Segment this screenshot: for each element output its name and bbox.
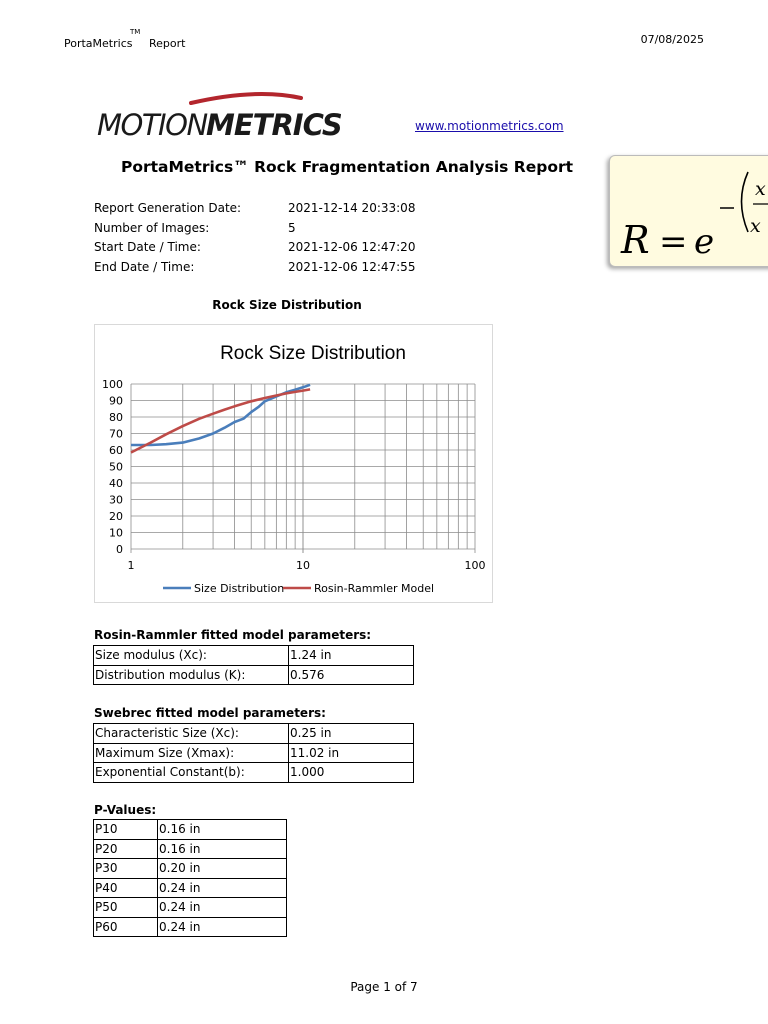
table-row (94, 724, 414, 744)
param-label: Distribution modulus (K): (94, 665, 289, 685)
y-tick-label: 100 (102, 378, 123, 391)
pvalue-label: P10 (94, 820, 158, 840)
series-line-rosin-rammler (131, 389, 310, 452)
param-value: 1.000 (289, 763, 414, 783)
pvalue-label: P60 (94, 917, 158, 937)
table-row (94, 820, 287, 840)
table-row (94, 839, 287, 859)
meta-row (94, 201, 415, 221)
pvalue-label: P20 (94, 839, 158, 859)
param-value: 11.02 in (289, 743, 414, 763)
meta-row (94, 221, 415, 241)
swebrec-table (93, 723, 414, 783)
param-value: 1.24 in (289, 646, 414, 666)
param-value: 0.576 (289, 665, 414, 685)
y-tick-label: 10 (109, 526, 123, 540)
y-tick-label: 90 (109, 394, 123, 408)
table-row (94, 878, 287, 898)
pvalue-label: P40 (94, 878, 158, 898)
report-title: PortaMetrics™ Rock Fragmentation Analysis Report (120, 158, 574, 176)
meta-label: Report Generation Date: (94, 201, 242, 215)
logo-text-metrics: METRICS (206, 108, 341, 140)
table-row (94, 743, 414, 763)
meta-value: 2021-12-06 12:47:55 (288, 259, 416, 274)
y-tick-label: 80 (109, 411, 123, 424)
x-tick-label: 1 (127, 559, 135, 572)
y-tick-label: 20 (109, 510, 123, 523)
param-value: 0.25 in (289, 724, 414, 744)
legend-label: Size Distribution (194, 582, 285, 595)
header-app-name: PortaMetrics (64, 37, 133, 50)
rosin-rammler-formula (609, 155, 768, 267)
y-tick-label: 0 (116, 543, 123, 556)
pvalue-value: 0.20 in (158, 859, 287, 879)
rock-size-chart (94, 324, 493, 603)
table-row (94, 898, 287, 918)
param-label: Exponential Constant(b): (94, 763, 289, 783)
y-tick-label: 40 (109, 477, 123, 490)
page-footer: Page 1 of 7 (350, 980, 418, 994)
chart-section-heading: Rock Size Distribution (212, 298, 362, 312)
pvalue-value: 0.24 in (158, 898, 287, 918)
pvalue-value: 0.16 in (158, 839, 287, 859)
swebrec-heading: Swebrec fitted model parameters: (94, 706, 326, 720)
formula-equals: = (659, 222, 688, 262)
rosin-table (93, 645, 414, 685)
pvalues-heading: P-Values: (94, 803, 157, 817)
header-report-word: Report (148, 37, 186, 50)
meta-label: Start Date / Time: (94, 240, 201, 254)
x-tick-label: 10 (296, 559, 310, 572)
header-trademark: TM (130, 28, 141, 36)
y-tick-label: 30 (109, 493, 123, 507)
y-tick-label: 50 (109, 460, 123, 474)
table-row (94, 859, 287, 879)
rosin-heading: Rosin-Rammler fitted model parameters: (94, 628, 372, 642)
param-label: Size modulus (Xc): (94, 646, 289, 666)
meta-row (94, 260, 415, 280)
formula-graphic (610, 156, 768, 266)
table-row (94, 646, 414, 666)
table-row (94, 763, 414, 783)
pvalue-value: 0.16 in (158, 820, 287, 840)
meta-row (94, 240, 415, 260)
meta-label: End Date / Time: (94, 259, 195, 274)
motion-metrics-logo (96, 90, 341, 140)
logo-graphic (96, 90, 341, 140)
chart-title: Rock Size Distribution (220, 343, 406, 364)
meta-label: Number of Images: (94, 220, 210, 235)
meta-value: 2021-12-14 20:33:08 (288, 201, 416, 215)
formula-base: e (694, 222, 715, 262)
meta-value: 5 (288, 220, 296, 235)
formula-numerator: x (755, 178, 766, 200)
x-tick-label: 100 (464, 559, 486, 572)
y-tick-label: 60 (109, 444, 123, 457)
logo-text-motion: MOTION (97, 108, 207, 140)
pvalue-value: 0.24 in (158, 878, 287, 898)
table-row (94, 917, 287, 937)
y-tick-label: 70 (109, 427, 123, 441)
pvalue-label: P50 (94, 898, 158, 918)
param-label: Characteristic Size (Xc): (94, 724, 289, 744)
meta-value: 2021-12-06 12:47:20 (288, 240, 416, 254)
formula-lhs: R (621, 218, 650, 262)
report-metadata (94, 201, 415, 279)
website-link[interactable]: www.motionmetrics.com (415, 119, 564, 133)
header-date: 07/08/2025 (640, 33, 704, 46)
pvalue-label: P30 (94, 859, 158, 879)
pvalue-value: 0.24 in (158, 917, 287, 937)
param-label: Maximum Size (Xmax): (94, 743, 289, 763)
chart-svg (95, 325, 492, 602)
pvalues-table (93, 819, 287, 937)
formula-denominator: x (750, 215, 761, 237)
table-row (94, 665, 414, 685)
legend-label: Rosin-Rammler Model (314, 582, 435, 595)
page-header-left (64, 28, 186, 50)
